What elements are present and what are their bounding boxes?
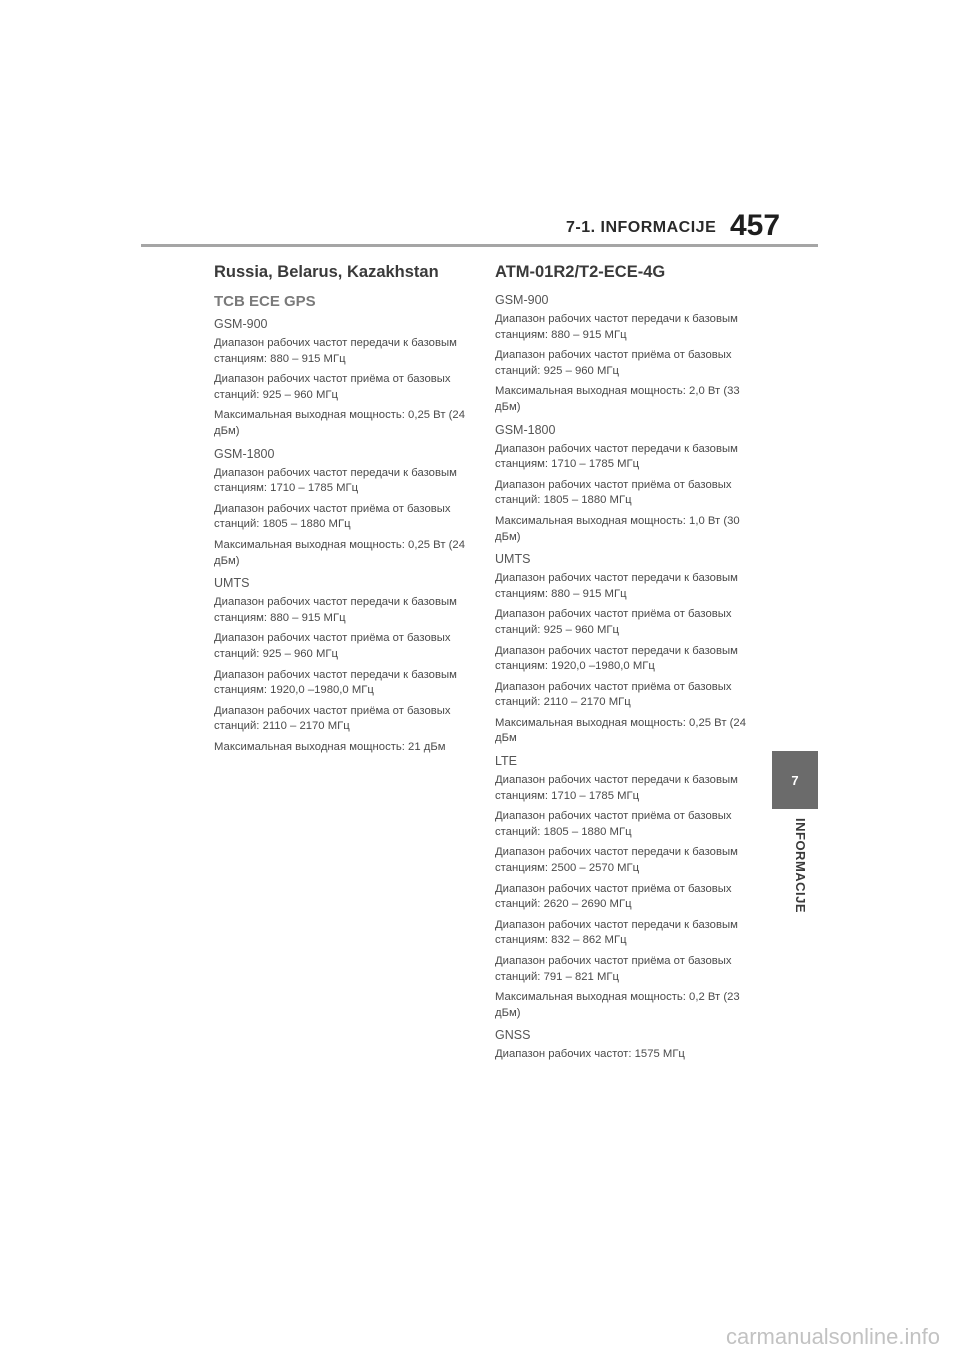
spec-line: Диапазон рабочих частот передачи к базовым станциям: 1920,0 –1980,0 МГц (214, 668, 457, 697)
spec-line: Диапазон рабочих частот приёма от базовых станций: 791 – 821 МГц (495, 955, 732, 983)
band-name: UMTS (214, 576, 250, 591)
spec-line: Диапазон рабочих частот передачи к базовым станциям: 1920,0 –1980,0 МГц (495, 644, 738, 673)
band-name: GSM-1800 (495, 422, 556, 437)
section-title: 7-1. INFORMACIJE (566, 219, 717, 236)
spec-line: Диапазон рабочих частот передачи к базовым станциям: 1710 – 1785 МГц (214, 466, 457, 495)
spec-line: Диапазон рабочих частот приёма от базовых станций: 2110 – 2170 МГц (214, 704, 451, 733)
band-name: GSM-900 (495, 293, 549, 307)
page-header (0, 0, 960, 250)
band-name: UMTS (495, 552, 531, 567)
spec-line: Диапазон рабочих частот приёма от базовых станций: 925 – 960 МГц (495, 608, 732, 636)
watermark: carmanualsonline.info (725, 1324, 940, 1349)
spec-line: Диапазон рабочих частот приёма от базовых станций: 1805 – 1880 МГц (214, 502, 451, 531)
spec-line: Диапазон рабочих частот передачи к базовым станциям: 880 – 915 МГц (214, 596, 457, 624)
band-name: GSM-900 (214, 317, 268, 331)
spec-line: Диапазон рабочих частот приёма от базовых станций: 1805 – 1880 МГц (495, 478, 732, 507)
header-divider (141, 244, 818, 247)
device-heading: TCB ECE GPS (214, 293, 316, 310)
spec-line: Диапазон рабочих частот: 1575 МГц (495, 1048, 685, 1061)
spec-line: Диапазон рабочих частот передачи к базовым станциям: 880 – 915 МГц (495, 572, 738, 600)
right-sections (495, 292, 749, 1063)
spec-line: Диапазон рабочих частот приёма от базовых станций: 925 – 960 МГц (214, 632, 451, 660)
spec-line: Диапазон рабочих частот приёма от базовых станций: 2110 – 2170 МГц (495, 680, 732, 709)
band-name: GNSS (495, 1028, 531, 1043)
right-column (495, 262, 749, 1068)
spec-line: Диапазон рабочих частот приёма от базовых станций: 2620 – 2690 МГц (495, 882, 732, 911)
spec-line: Диапазон рабочих частот передачи к базовым станциям: 832 – 862 МГц (495, 918, 738, 947)
band-name: LTE (495, 754, 517, 769)
spec-line: Максимальная выходная мощность: 2,0 Вт (33 дБм) (495, 385, 740, 413)
spec-line: Максимальная выходная мощность: 0,25 Вт (24 дБм) (214, 409, 465, 437)
device-heading: ATM-01R2/T2-ECE-4G (495, 263, 666, 281)
chapter-tab: 7 (772, 751, 818, 809)
spec-line: Диапазон рабочих частот приёма от базовых станций: 925 – 960 МГц (214, 373, 451, 401)
page-number: 457 (730, 209, 781, 242)
band-name: GSM-1800 (214, 446, 275, 461)
spec-line: Диапазон рабочих частот передачи к базовым станциям: 1710 – 1785 МГц (495, 774, 738, 802)
spec-line: Диапазон рабочих частот передачи к базовым станциям: 1710 – 1785 МГц (495, 442, 738, 471)
spec-line: Диапазон рабочих частот приёма от базовых станций: 1805 – 1880 МГц (495, 810, 732, 838)
spec-line: Максимальная выходная мощность: 0,25 Вт (24 дБм) (214, 538, 465, 567)
chapter-label: INFORMACIJE (793, 818, 808, 914)
spec-line: Диапазон рабочих частот передачи к базовым станциям: 880 – 915 МГц (495, 313, 738, 341)
left-column (214, 262, 466, 760)
spec-line: Диапазон рабочих частот передачи к базовым станциям: 2500 – 2570 МГц (495, 846, 738, 875)
left-sections (214, 316, 466, 755)
region-heading: Russia, Belarus, Kazakhstan (214, 263, 439, 281)
spec-line: Максимальная выходная мощность: 0,25 Вт (24 дБм (495, 716, 746, 745)
spec-line: Максимальная выходная мощность: 1,0 Вт (30 дБм) (495, 514, 740, 543)
spec-line: Диапазон рабочих частот приёма от базовых станций: 925 – 960 МГц (495, 349, 732, 377)
spec-line: Диапазон рабочих частот передачи к базовым станциям: 880 – 915 МГц (214, 337, 457, 365)
spec-line: Максимальная выходная мощность: 0,2 Вт (23 дБм) (495, 991, 740, 1019)
spec-line: Максимальная выходная мощность: 21 дБм (214, 740, 446, 753)
